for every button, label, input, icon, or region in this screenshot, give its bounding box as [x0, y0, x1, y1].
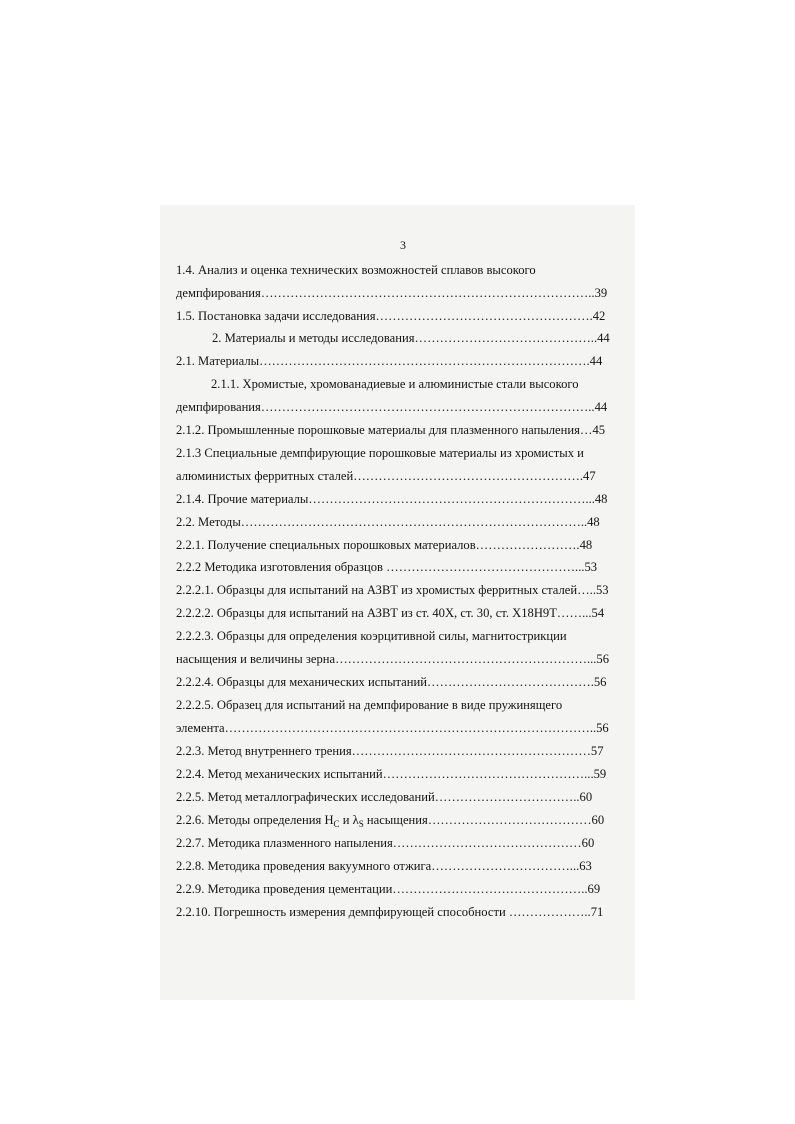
toc-line: демпфирования……………………………………………………………………..44 [176, 400, 608, 414]
toc-line: 2. Материалы и методы исследования……………………………………..44 [212, 331, 610, 345]
toc-line: 2.2.9. Методика проведения цементации………………………………………..69 [176, 882, 601, 896]
toc-line: 2.2.2 Методика изготовления образцов ………………………………………...53 [176, 560, 598, 574]
toc-line: элемента……………………………………………………………………………..56 [176, 721, 609, 735]
toc-line: 2.2.7. Методика плазменного напыления………………………………………60 [176, 836, 595, 850]
toc-line: 2.2.2.1. Образцы для испытаний на АЗВТ из хромистых ферритных сталей…..53 [176, 583, 609, 597]
toc-line-text: насыщения…………………………………60 [363, 813, 605, 827]
toc-line: алюминистых ферритных сталей……………………………………………….47 [176, 469, 596, 483]
toc-line: 2.2.2.4. Образцы для механических испытаний………………………………….56 [176, 675, 607, 689]
toc-line: 1.5. Постановка задачи исследования…………………………………………….42 [176, 309, 606, 323]
toc-line: 2.2. Методы………………………………………………………………………..48 [176, 515, 600, 529]
toc-line: демпфирования……………………………………………………………………..39 [176, 286, 608, 300]
toc-line: 2.2.2.2. Образцы для испытаний на АЗВТ из ст. 40Х, ст. 30, ст. Х18Н9Т……...54 [176, 606, 605, 620]
toc-line: 1.4. Анализ и оценка технических возможностей сплавов высокого [176, 263, 536, 277]
toc-line: 2.2.2.5. Образец для испытаний на демпфирование в виде пружинящего [176, 698, 563, 712]
subscript-s: S [358, 819, 364, 829]
toc-line: 2.1.4. Прочие материалы…………………………………………………………...48 [176, 492, 608, 506]
toc-line: 2.1.2. Промышленные порошковые материалы для плазменного напыления…45 [176, 423, 606, 437]
toc-line: 2.2.10. Погрешность измерения демпфирующей способности ………………..71 [176, 905, 604, 919]
toc-line: 2.2.5. Метод металлографических исследований……………………………..60 [176, 790, 593, 804]
toc-line: 2.2.2.3. Образцы для определения коэрцитивной силы, магнитострикции [176, 629, 567, 643]
toc-line: 2.2.8. Методика проведения вакуумного отжига……………………………...63 [176, 859, 592, 873]
toc-line: 2.2.3. Метод внутреннего трения…………………………………………………57 [176, 744, 604, 758]
toc-line: насыщения и величины зерна……………………………………………………...56 [176, 652, 609, 666]
toc-line-text: 2.2.6. Методы определения H [176, 813, 334, 827]
toc-line: 2.2.4. Метод механических испытаний…………………………………………...59 [176, 767, 607, 781]
toc-line-hc-lambda [176, 812, 604, 832]
toc-line: 2.1.1. Хромистые, хромованадиевые и алюминистые стали высокого [211, 377, 579, 391]
subscript-c: C [333, 819, 340, 829]
toc-line: 2.1.3 Специальные демпфирующие порошковые материалы из хромистых и [176, 446, 584, 460]
toc-line: 2.2.1. Получение специальных порошковых материалов…………………….48 [176, 538, 593, 552]
page-number: 3 [400, 238, 406, 252]
toc-line-text: и λ [339, 813, 359, 827]
toc-line: 2.1. Материалы…………………………………………………………………….44 [176, 354, 603, 368]
